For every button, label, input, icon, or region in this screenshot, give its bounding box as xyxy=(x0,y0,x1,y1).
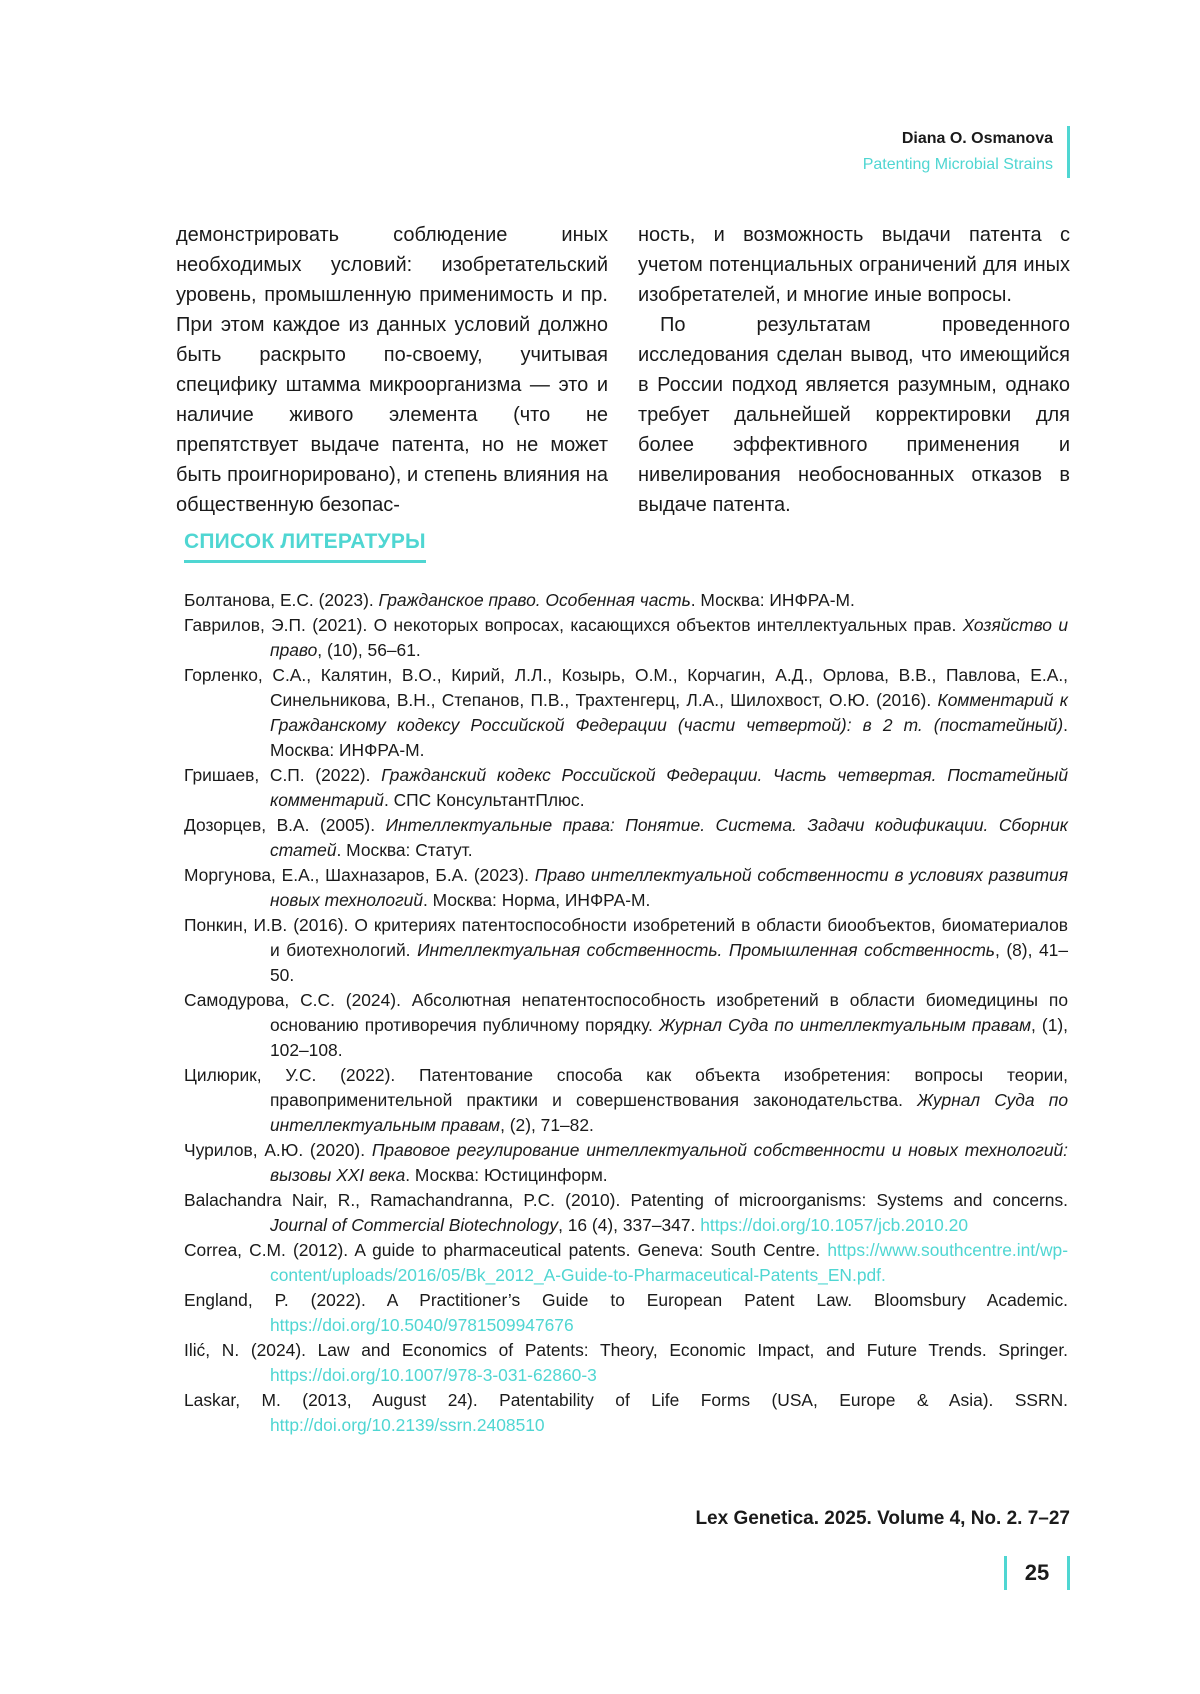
reference-item xyxy=(184,1188,1068,1238)
ref-link[interactable]: https://www.southcentre.int/wp-content/uploads/2016/05/Bk_2012_A-Guide-to-Pharmaceutical-Patents_EN.pdf. xyxy=(270,1240,1068,1285)
left-column-paragraph: демонстрировать соблюдение иных необходимых условий: изобретательский уровень, промышленную применимость и пр. При этом каждое из данных условий должно быть раскрыто по-своему, учитывая специфику штамма микроорганизма — это и наличие живого элемента (что не препятствует выдаче патента, но не может быть проигнорировано), и степень влияния на общественную безопас- xyxy=(176,224,608,516)
ref-text-after: . СПС КонсультантПлюс. xyxy=(383,790,585,810)
ref-text-after: , (10), 56–61. xyxy=(317,640,421,660)
reference-item xyxy=(184,1138,1068,1188)
ref-italic: Гражданское право. Особенная часть xyxy=(378,590,691,610)
ref-italic: Право интеллектуальной собственности в условиях развития новых технологий xyxy=(270,865,1069,910)
ref-italic: Комментарий к Гражданскому кодексу Российской Федерации (части четвертой): в 2 т. (постатейный) xyxy=(270,690,1068,735)
ref-link[interactable]: http://doi.org/10.2139/ssrn.2408510 xyxy=(270,1415,545,1435)
ref-text: Самодурова, С.С. (2024). Абсолютная непатентоспособность изобретений в области биомедицины по основанию противоречия публичному порядку. xyxy=(184,990,1068,1035)
ref-text: Гришаев, С.П. (2022). xyxy=(184,765,382,785)
ref-text-after: , (2), 71–82. xyxy=(500,1115,594,1135)
ref-text: Цилюрик, У.С. (2022). Патентование способа как объекта изобретения: вопросы теории, правоприменительной практики и совершенствования законодательства. xyxy=(184,1065,1068,1110)
ref-text-after: . Москва: Юстицинформ. xyxy=(405,1165,608,1185)
ref-text: Correa, C.M. (2012). A guide to pharmaceutical patents. Geneva: South Centre. xyxy=(184,1240,828,1260)
ref-italic: Журнал Суда по интеллектуальным правам xyxy=(658,1015,1032,1035)
ref-italic: Интеллектуальные права: Понятие. Система. Задачи кодификации. Сборник статей xyxy=(270,815,1068,860)
reference-item xyxy=(184,763,1068,813)
ref-link[interactable]: https://doi.org/10.1007/978-3-031-62860-3 xyxy=(270,1365,597,1385)
references-heading: СПИСОК ЛИТЕРАТУРЫ xyxy=(184,530,426,563)
reference-item xyxy=(184,588,1068,613)
ref-link[interactable]: https://doi.org/10.1057/jcb.2010.20 xyxy=(700,1215,969,1235)
ref-italic: Интеллектуальная собственность. Промышленная собственность xyxy=(417,940,995,960)
reference-item xyxy=(184,813,1068,863)
ref-text-after: . Москва: ИНФРА-М. xyxy=(690,590,855,610)
reference-item xyxy=(184,1238,1068,1288)
ref-text: Ilić, N. (2024). Law and Economics of Patents: Theory, Economic Impact, and Future Trends. Springer. xyxy=(184,1340,1068,1360)
header-author: Diana O. Osmanova xyxy=(901,130,1053,147)
reference-item xyxy=(184,663,1068,763)
ref-text: Горленко, С.А., Калятин, В.О., Кирий, Л.Л., Козырь, О.М., Корчагин, А.Д., Орлова, В.В., Павлова, Е.А., Синельникова, В.Н., Степанов, П.В., Трахтенгерц, Л.А., Шилохвост, О.Ю. (2016). xyxy=(184,665,1068,710)
ref-text: Дозорцев, В.А. (2005). xyxy=(184,815,386,835)
ref-text: England, P. (2022). A Practitioner’s Guide to European Patent Law. Bloomsbury Academic. xyxy=(184,1290,1068,1310)
left-column xyxy=(176,220,608,520)
reference-item xyxy=(184,913,1068,988)
reference-item xyxy=(184,1288,1068,1338)
right-column xyxy=(638,220,1070,520)
ref-italic: Journal of Commercial Biotechnology xyxy=(270,1215,559,1235)
right-column-paragraph-1: ность, и возможность выдачи патента с учетом потенциальных ограничений для иных изобретателей, и многие иные вопросы. xyxy=(638,224,1070,306)
ref-text-after: , 16 (4), 337–347. xyxy=(558,1215,701,1235)
reference-item xyxy=(184,1388,1068,1438)
reference-item xyxy=(184,863,1068,913)
ref-italic: Правовое регулирование интеллектуальной собственности и новых технологий: вызовы XXI века xyxy=(270,1140,1068,1185)
header-article-title: Patenting Microbial Strains xyxy=(862,156,1053,173)
ref-text: Balachandra Nair, R., Ramachandranna, P.C. (2010). Patenting of microorganisms: Systems and concerns. xyxy=(184,1190,1068,1210)
ref-text: Гаврилов, Э.П. (2021). О некоторых вопросах, касающихся объектов интеллектуальных прав. xyxy=(184,615,963,635)
ref-text: Болтанова, Е.С. (2023). xyxy=(184,590,379,610)
reference-item xyxy=(184,1063,1068,1138)
ref-link[interactable]: https://doi.org/10.5040/9781509947676 xyxy=(270,1315,574,1335)
ref-italic: Гражданский кодекс Российской Федерации. Часть четвертая. Постатейный комментарий xyxy=(270,765,1068,810)
ref-italic: Журнал Суда по интеллектуальным правам xyxy=(270,1090,1068,1135)
ref-text-after: . Москва: Норма, ИНФРА-М. xyxy=(423,890,651,910)
reference-item xyxy=(184,988,1068,1063)
ref-text: Моргунова, Е.А., Шахназаров, Б.А. (2023). xyxy=(184,865,535,885)
ref-text-after: . Москва: ИНФРА-М. xyxy=(270,715,1068,760)
references-list xyxy=(184,588,1068,1438)
body-text xyxy=(176,220,1070,520)
ref-text-after: . Москва: Статут. xyxy=(336,840,473,860)
page-number: 25 xyxy=(1004,1556,1070,1590)
ref-text: Понкин, И.В. (2016). О критериях патентоспособности изобретений в области биообъектов, биоматериалов и биотехнологий. xyxy=(184,915,1068,960)
ref-text-after: , (8), 41–50. xyxy=(270,940,1068,985)
ref-text: Laskar, M. (2013, August 24). Patentability of Life Forms (USA, Europe & Asia). SSRN. xyxy=(184,1390,1068,1410)
journal-citation: Lex Genetica. 2025. Volume 4, No. 2. 7–27 xyxy=(695,1508,1070,1529)
running-header xyxy=(863,126,1070,178)
ref-text-after: , (1), 102–108. xyxy=(270,1015,1069,1060)
reference-item xyxy=(184,613,1068,663)
ref-italic: Хозяйство и право xyxy=(270,615,1068,660)
right-column-paragraph-2: По результатам проведенного исследования сделан вывод, что имеющийся в России подход является разумным, однако требует дальнейшей корректировки для более эффективного применения и нивелирования необоснованных отказов в выдаче патента. xyxy=(638,314,1070,516)
ref-text: Чурилов, А.Ю. (2020). xyxy=(184,1140,372,1160)
reference-item xyxy=(184,1338,1068,1388)
